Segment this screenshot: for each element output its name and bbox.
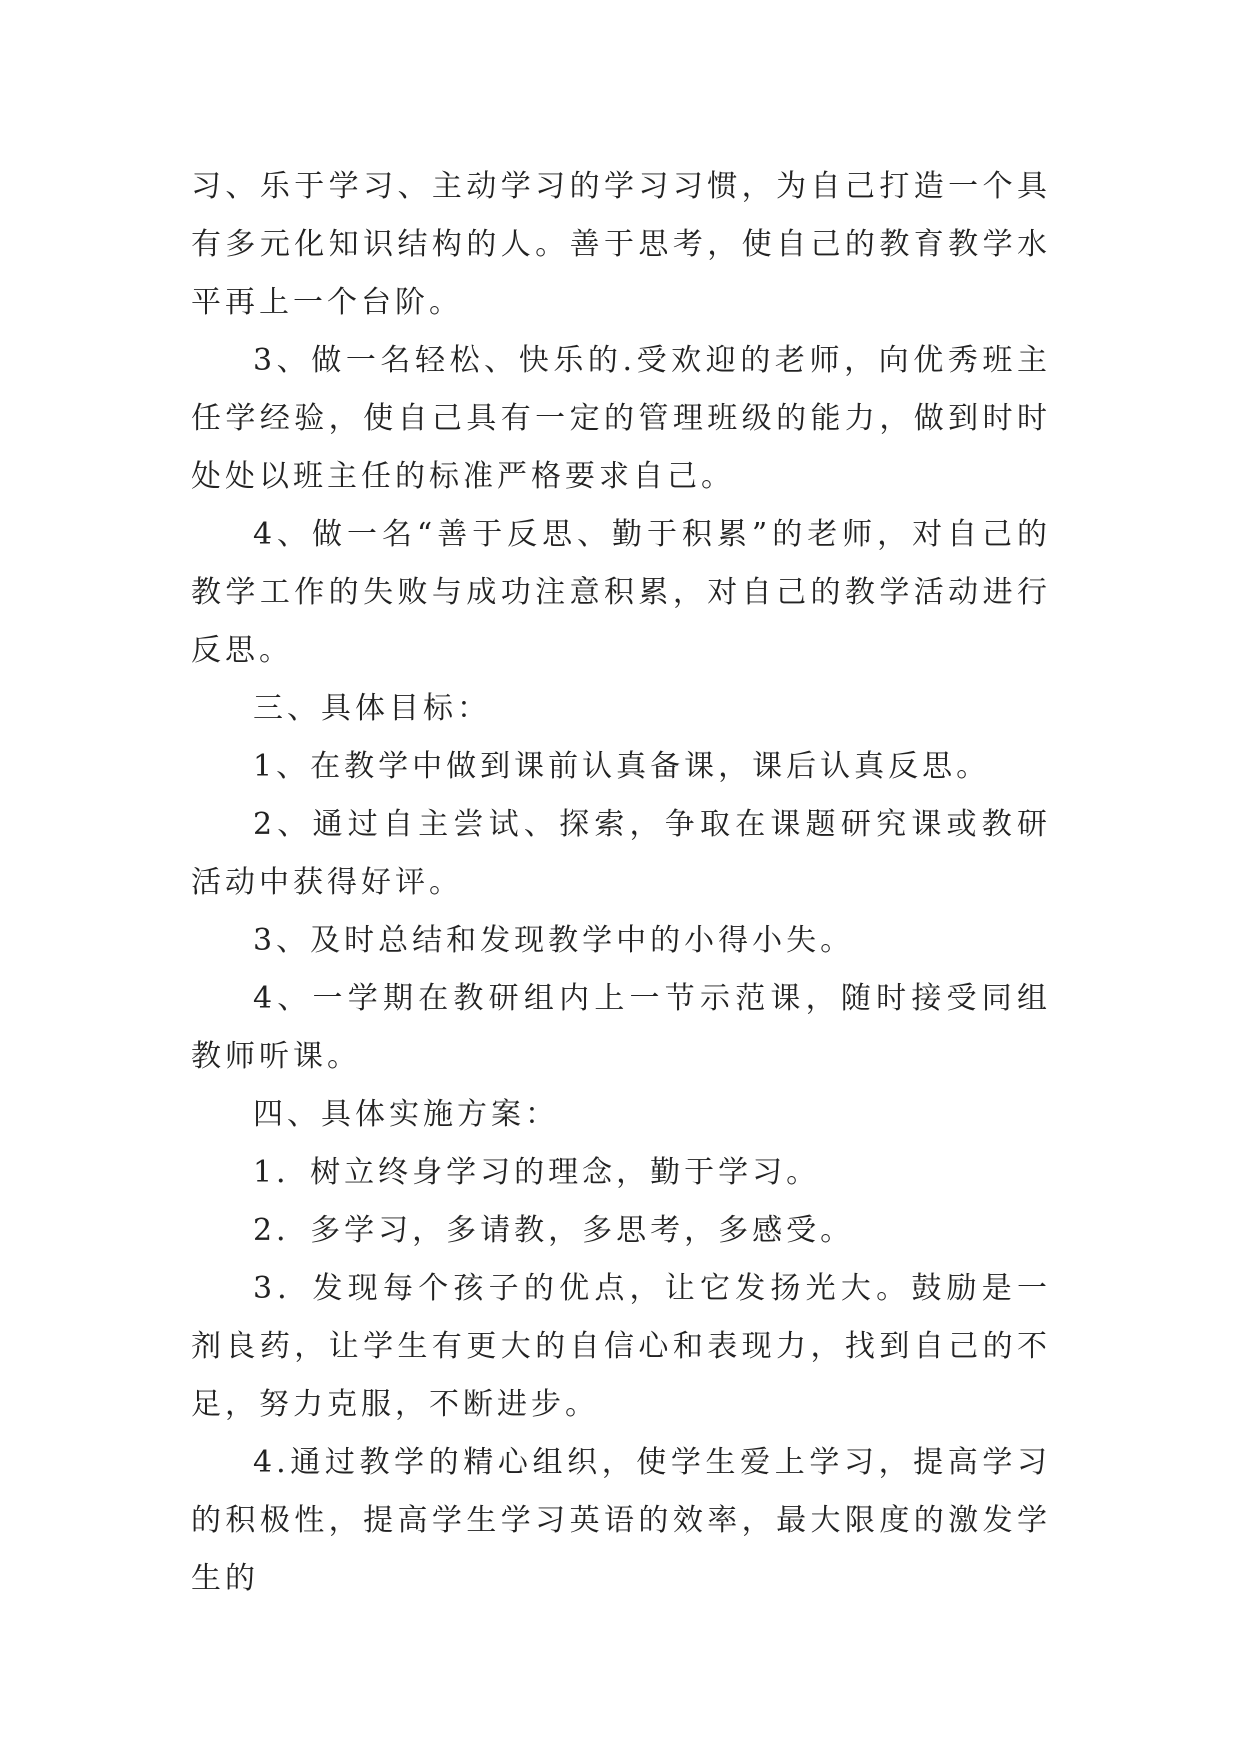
paragraph-plan-2: 2．多学习，多请教，多思考，多感受。	[253, 1213, 855, 1248]
section-heading-specific-goals: 三、具体目标：	[253, 691, 491, 726]
document-body	[191, 158, 1051, 1608]
paragraph-specific-2: 2、通过自主尝试、探索，争取在课题研究课或教研活动中获得好评。	[191, 807, 1051, 900]
paragraph-specific-4: 4、一学期在教研组内上一节示范课，随时接受同组教师听课。	[191, 981, 1051, 1074]
paragraph-goal-3: 3、做一名轻松、快乐的.受欢迎的老师，向优秀班主任学经验，使自己具有一定的管理班级的能力，做到时时处处以班主任的标准严格要求自己。	[191, 343, 1051, 494]
paragraph-plan-1: 1．树立终身学习的理念，勤于学习。	[253, 1155, 821, 1190]
paragraph-specific-1: 1、在教学中做到课前认真备课，课后认真反思。	[253, 749, 991, 784]
paragraph-plan-3: 3．发现每个孩子的优点，让它发扬光大。鼓励是一剂良药，让学生有更大的自信心和表现力，找到自己的不足，努力克服，不断进步。	[191, 1271, 1051, 1422]
paragraph-plan-4: 4.通过教学的精心组织，使学生爱上学习，提高学习的积极性，提高学生学习英语的效率，最大限度的激发学生的	[191, 1445, 1051, 1596]
paragraph-continuation: 习、乐于学习、主动学习的学习习惯，为自己打造一个具有多元化知识结构的人。善于思考，使自己的教育教学水平再上一个台阶。	[191, 169, 1051, 320]
section-heading-implementation: 四、具体实施方案：	[253, 1097, 559, 1132]
paragraph-specific-3: 3、及时总结和发现教学中的小得小失。	[253, 923, 855, 958]
paragraph-goal-4: 4、做一名“善于反思、勤于积累”的老师，对自己的教学工作的失败与成功注意积累，对自己的教学活动进行反思。	[191, 517, 1051, 668]
